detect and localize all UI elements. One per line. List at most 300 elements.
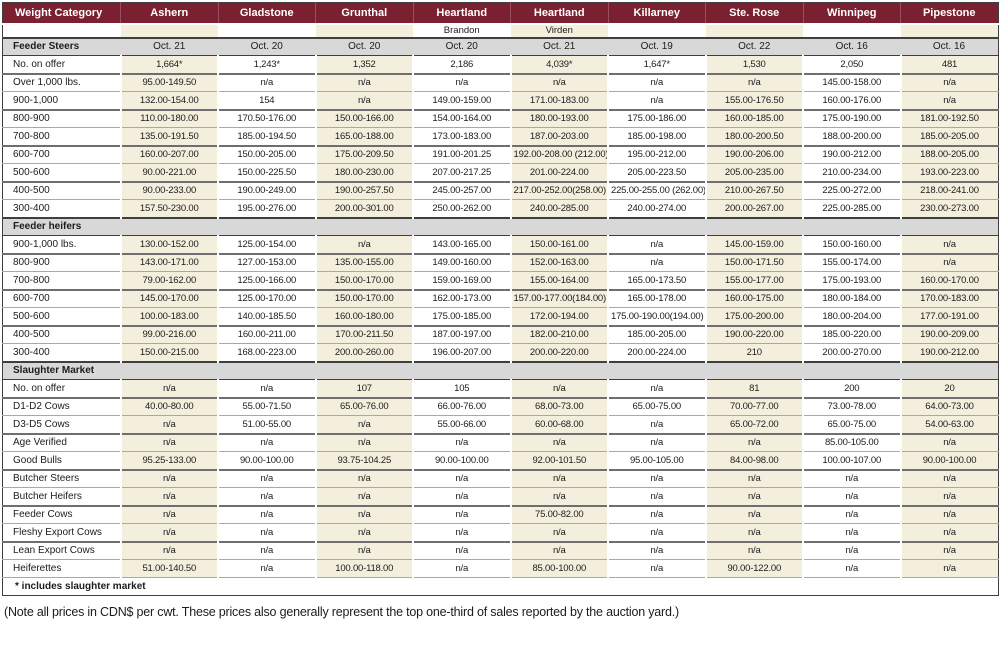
section-row-feeder-heifers bbox=[3, 218, 999, 236]
table-row-heiferettes bbox=[3, 560, 999, 578]
table-cell: 181.00-192.50 bbox=[901, 110, 999, 128]
table-row-age-verified bbox=[3, 434, 999, 452]
row-label: 900-1,000 bbox=[3, 92, 121, 110]
table-row-500-600 bbox=[3, 164, 999, 182]
table-cell: 195.00-276.00 bbox=[218, 200, 316, 218]
table-cell: 90.00-233.00 bbox=[121, 182, 219, 200]
table-cell: n/a bbox=[803, 524, 901, 542]
table-cell: 160.00-180.00 bbox=[316, 308, 414, 326]
table-cell: n/a bbox=[316, 506, 414, 524]
table-cell: n/a bbox=[316, 434, 414, 452]
table-cell: 165.00-188.00 bbox=[316, 128, 414, 146]
table-cell: n/a bbox=[413, 434, 511, 452]
column-sublabel-empty bbox=[3, 24, 121, 38]
table-cell: 210.00-234.00 bbox=[803, 164, 901, 182]
column-sublabel-empty bbox=[121, 24, 219, 38]
table-row-butcher-steers bbox=[3, 470, 999, 488]
section-date-empty bbox=[901, 362, 999, 380]
table-cell: 165.00-173.50 bbox=[608, 272, 706, 290]
table-cell: 127.00-153.00 bbox=[218, 254, 316, 272]
column-sublabel-empty bbox=[218, 24, 316, 38]
table-cell: 190.00-212.00 bbox=[803, 146, 901, 164]
table-cell: n/a bbox=[901, 542, 999, 560]
table-cell: 132.00-154.00 bbox=[121, 92, 219, 110]
table-cell: 95.00-105.00 bbox=[608, 452, 706, 470]
table-cell: n/a bbox=[706, 488, 804, 506]
table-cell: n/a bbox=[218, 74, 316, 92]
table-cell: n/a bbox=[413, 488, 511, 506]
table-cell: 185.00-198.00 bbox=[608, 128, 706, 146]
table-header bbox=[3, 3, 999, 38]
table-cell: 125.00-154.00 bbox=[218, 236, 316, 254]
table-row-900-1-000-lbs bbox=[3, 236, 999, 254]
table-cell: 162.00-173.00 bbox=[413, 290, 511, 308]
table-cell: n/a bbox=[121, 470, 219, 488]
table-row-400-500 bbox=[3, 182, 999, 200]
row-label: 800-900 bbox=[3, 254, 121, 272]
table-cell: 200.00-270.00 bbox=[803, 344, 901, 362]
column-sublabel-empty bbox=[608, 24, 706, 38]
section-date: Oct. 19 bbox=[608, 38, 706, 56]
table-row-feeder-cows bbox=[3, 506, 999, 524]
table-cell: n/a bbox=[608, 434, 706, 452]
table-cell: 2,050 bbox=[803, 56, 901, 74]
column-header-ste-rose: Ste. Rose bbox=[706, 3, 804, 24]
table-cell: 100.00-107.00 bbox=[803, 452, 901, 470]
table-cell: 150.00-171.50 bbox=[706, 254, 804, 272]
table-cell: 100.00-118.00 bbox=[316, 560, 414, 578]
price-note: (Note all prices in CDN$ per cwt. These prices also generally represent the top one-third of sales reported by the auction yard.) bbox=[4, 605, 680, 619]
section-date-empty bbox=[706, 362, 804, 380]
table-cell: n/a bbox=[218, 434, 316, 452]
table-cell: 51.00-140.50 bbox=[121, 560, 219, 578]
row-label: 800-900 bbox=[3, 110, 121, 128]
table-cell: n/a bbox=[316, 524, 414, 542]
column-header-heartland-virden: Heartland bbox=[511, 3, 609, 24]
table-cell: 200.00-224.00 bbox=[608, 344, 706, 362]
table-cell: 93.75-104.25 bbox=[316, 452, 414, 470]
row-label: Lean Export Cows bbox=[3, 542, 121, 560]
table-cell: 155.00-176.50 bbox=[706, 92, 804, 110]
table-cell: n/a bbox=[316, 488, 414, 506]
table-cell: 1,664* bbox=[121, 56, 219, 74]
table-cell: 85.00-100.00 bbox=[511, 560, 609, 578]
table-cell: 200.00-267.00 bbox=[706, 200, 804, 218]
table-cell: 201.00-224.00 bbox=[511, 164, 609, 182]
column-header-gladstone: Gladstone bbox=[218, 3, 316, 24]
table-cell: 105 bbox=[413, 380, 511, 398]
section-date-empty bbox=[511, 362, 609, 380]
section-title: Slaughter Market bbox=[3, 362, 121, 380]
table-cell: 200.00-260.00 bbox=[316, 344, 414, 362]
row-label: 300-400 bbox=[3, 200, 121, 218]
column-header-weight-category: Weight Category bbox=[3, 3, 121, 24]
table-cell: n/a bbox=[511, 470, 609, 488]
table-cell: 191.00-201.25 bbox=[413, 146, 511, 164]
table-cell: n/a bbox=[218, 470, 316, 488]
row-label: 600-700 bbox=[3, 290, 121, 308]
column-sublabel-virden: Virden bbox=[511, 24, 609, 38]
row-label: 600-700 bbox=[3, 146, 121, 164]
table-cell: 172.00-194.00 bbox=[511, 308, 609, 326]
table-cell: 160.00-176.00 bbox=[803, 92, 901, 110]
table-cell: 230.00-273.00 bbox=[901, 200, 999, 218]
table-cell: n/a bbox=[706, 470, 804, 488]
table-cell: 90.00-221.00 bbox=[121, 164, 219, 182]
table-cell: 225.00-285.00 bbox=[803, 200, 901, 218]
table-cell: n/a bbox=[121, 506, 219, 524]
table-cell: 185.00-205.00 bbox=[901, 128, 999, 146]
table-cell: 190.00-249.00 bbox=[218, 182, 316, 200]
table-cell: 190.00-206.00 bbox=[706, 146, 804, 164]
table-cell: 170.50-176.00 bbox=[218, 110, 316, 128]
table-row-lean-export-cows bbox=[3, 542, 999, 560]
table-cell: 150.00-161.00 bbox=[511, 236, 609, 254]
table-cell: 157.50-230.00 bbox=[121, 200, 219, 218]
table-cell: n/a bbox=[413, 470, 511, 488]
table-row-good-bulls bbox=[3, 452, 999, 470]
table-cell: n/a bbox=[803, 488, 901, 506]
table-cell: 155.00-164.00 bbox=[511, 272, 609, 290]
table-cell: 160.00-207.00 bbox=[121, 146, 219, 164]
table-cell: 55.00-66.00 bbox=[413, 416, 511, 434]
section-date-empty bbox=[316, 362, 414, 380]
footnote-row bbox=[3, 578, 999, 596]
table-row-700-800 bbox=[3, 128, 999, 146]
table-cell: 150.00-170.00 bbox=[316, 272, 414, 290]
table-cell: 187.00-197.00 bbox=[413, 326, 511, 344]
table-cell: 92.00-101.50 bbox=[511, 452, 609, 470]
section-date-empty bbox=[511, 218, 609, 236]
table-cell: 190.00-257.50 bbox=[316, 182, 414, 200]
row-label: 900-1,000 lbs. bbox=[3, 236, 121, 254]
table-cell: n/a bbox=[706, 542, 804, 560]
table-cell: 175.00-193.00 bbox=[803, 272, 901, 290]
table-cell: 185.00-205.00 bbox=[608, 326, 706, 344]
table-cell: n/a bbox=[316, 74, 414, 92]
table-cell: 55.00-71.50 bbox=[218, 398, 316, 416]
table-row-300-400 bbox=[3, 344, 999, 362]
row-label: 400-500 bbox=[3, 326, 121, 344]
table-cell: 173.00-183.00 bbox=[413, 128, 511, 146]
table-cell: n/a bbox=[901, 434, 999, 452]
table-cell: 185.00-220.00 bbox=[803, 326, 901, 344]
table-cell: n/a bbox=[803, 506, 901, 524]
table-cell: 190.00-209.00 bbox=[901, 326, 999, 344]
table-cell: n/a bbox=[511, 488, 609, 506]
table-cell: 192.00-208.00 (212.00) bbox=[511, 146, 609, 164]
table-cell: 66.00-76.00 bbox=[413, 398, 511, 416]
table-cell: n/a bbox=[316, 236, 414, 254]
table-cell: n/a bbox=[413, 542, 511, 560]
table-cell: 196.00-207.00 bbox=[413, 344, 511, 362]
table-cell: n/a bbox=[608, 488, 706, 506]
table-cell: 130.00-152.00 bbox=[121, 236, 219, 254]
table-row-600-700 bbox=[3, 290, 999, 308]
table-cell: 20 bbox=[901, 380, 999, 398]
section-date-empty bbox=[413, 362, 511, 380]
table-cell: 149.00-160.00 bbox=[413, 254, 511, 272]
section-date-empty bbox=[121, 218, 219, 236]
table-cell: 170.00-211.50 bbox=[316, 326, 414, 344]
table-cell: n/a bbox=[901, 488, 999, 506]
row-label: 500-600 bbox=[3, 164, 121, 182]
table-cell: 65.00-75.00 bbox=[803, 416, 901, 434]
section-date: Oct. 20 bbox=[413, 38, 511, 56]
table-cell: n/a bbox=[218, 542, 316, 560]
table-cell: 180.00-230.00 bbox=[316, 164, 414, 182]
table-cell: 225.00-272.00 bbox=[803, 182, 901, 200]
table-cell: 159.00-169.00 bbox=[413, 272, 511, 290]
table-cell: n/a bbox=[608, 92, 706, 110]
column-header-grunthal: Grunthal bbox=[316, 3, 414, 24]
row-label: 700-800 bbox=[3, 128, 121, 146]
table-cell: 143.00-171.00 bbox=[121, 254, 219, 272]
table-cell: n/a bbox=[218, 524, 316, 542]
table-cell: n/a bbox=[218, 488, 316, 506]
table-cell: n/a bbox=[608, 416, 706, 434]
table-cell: 200 bbox=[803, 380, 901, 398]
table-cell: 2,186 bbox=[413, 56, 511, 74]
row-label: Feeder Cows bbox=[3, 506, 121, 524]
table-cell: n/a bbox=[706, 524, 804, 542]
table-cell: 481 bbox=[901, 56, 999, 74]
table-cell: 150.00-225.50 bbox=[218, 164, 316, 182]
section-date: Oct. 21 bbox=[511, 38, 609, 56]
section-date-empty bbox=[413, 218, 511, 236]
section-date-empty bbox=[218, 362, 316, 380]
column-sublabel-empty bbox=[803, 24, 901, 38]
cattle-price-table bbox=[2, 2, 999, 596]
table-cell: n/a bbox=[901, 254, 999, 272]
row-label: No. on offer bbox=[3, 380, 121, 398]
table-cell: 65.00-72.00 bbox=[706, 416, 804, 434]
column-header-killarney: Killarney bbox=[608, 3, 706, 24]
table-cell: n/a bbox=[511, 74, 609, 92]
table-cell: 90.00-100.00 bbox=[218, 452, 316, 470]
column-sublabel-brandon: Brandon bbox=[413, 24, 511, 38]
row-label: 500-600 bbox=[3, 308, 121, 326]
table-cell: n/a bbox=[901, 524, 999, 542]
section-title: Feeder Steers bbox=[3, 38, 121, 56]
table-cell: n/a bbox=[803, 470, 901, 488]
table-cell: 195.00-212.00 bbox=[608, 146, 706, 164]
row-label: D3-D5 Cows bbox=[3, 416, 121, 434]
table-row-over-1-000-lbs bbox=[3, 74, 999, 92]
table-cell: 90.00-100.00 bbox=[901, 452, 999, 470]
table-cell: 240.00-274.00 bbox=[608, 200, 706, 218]
table-cell: 90.00-122.00 bbox=[706, 560, 804, 578]
row-label: 400-500 bbox=[3, 182, 121, 200]
section-date-empty bbox=[803, 362, 901, 380]
table-cell: 180.00-204.00 bbox=[803, 308, 901, 326]
table-cell: 157.00-177.00(184.00) bbox=[511, 290, 609, 308]
row-label: D1-D2 Cows bbox=[3, 398, 121, 416]
table-cell: n/a bbox=[511, 542, 609, 560]
table-cell: n/a bbox=[316, 542, 414, 560]
table-cell: n/a bbox=[608, 524, 706, 542]
section-title: Feeder heifers bbox=[3, 218, 121, 236]
table-cell: 175.00-200.00 bbox=[706, 308, 804, 326]
table-cell: 54.00-63.00 bbox=[901, 416, 999, 434]
table-cell: 95.25-133.00 bbox=[121, 452, 219, 470]
table-cell: 155.00-177.00 bbox=[706, 272, 804, 290]
table-cell: 110.00-180.00 bbox=[121, 110, 219, 128]
table-cell: 177.00-191.00 bbox=[901, 308, 999, 326]
table-cell: 180.00-200.50 bbox=[706, 128, 804, 146]
table-cell: 200.00-220.00 bbox=[511, 344, 609, 362]
table-cell: 175.00-186.00 bbox=[608, 110, 706, 128]
table-cell: n/a bbox=[121, 380, 219, 398]
table-cell: 205.00-223.50 bbox=[608, 164, 706, 182]
table-cell: n/a bbox=[608, 560, 706, 578]
table-cell: 160.00-175.00 bbox=[706, 290, 804, 308]
table-cell: 152.00-163.00 bbox=[511, 254, 609, 272]
table-cell: n/a bbox=[121, 434, 219, 452]
table-cell: n/a bbox=[413, 524, 511, 542]
section-date-empty bbox=[608, 362, 706, 380]
table-cell: n/a bbox=[511, 524, 609, 542]
table-cell: 210.00-267.50 bbox=[706, 182, 804, 200]
section-date: Oct. 16 bbox=[803, 38, 901, 56]
table-cell: 64.00-73.00 bbox=[901, 398, 999, 416]
table-cell: n/a bbox=[121, 542, 219, 560]
section-date: Oct. 22 bbox=[706, 38, 804, 56]
table-cell: 175.00-190.00 bbox=[803, 110, 901, 128]
column-sublabel-empty bbox=[706, 24, 804, 38]
column-sublabel-empty bbox=[901, 24, 999, 38]
table-row-no-on-offer bbox=[3, 56, 999, 74]
column-sublabel-empty bbox=[316, 24, 414, 38]
table-cell: 40.00-80.00 bbox=[121, 398, 219, 416]
table-cell: n/a bbox=[608, 506, 706, 524]
table-cell: 107 bbox=[316, 380, 414, 398]
row-label: Fleshy Export Cows bbox=[3, 524, 121, 542]
table-cell: n/a bbox=[608, 236, 706, 254]
table-cell: n/a bbox=[901, 506, 999, 524]
table-cell: n/a bbox=[803, 542, 901, 560]
table-cell: 99.00-216.00 bbox=[121, 326, 219, 344]
table-row-butcher-heifers bbox=[3, 488, 999, 506]
table-cell: 65.00-75.00 bbox=[608, 398, 706, 416]
table-cell: 81 bbox=[706, 380, 804, 398]
table-cell: 79.00-162.00 bbox=[121, 272, 219, 290]
table-cell: 51.00-55.00 bbox=[218, 416, 316, 434]
table-cell: n/a bbox=[316, 416, 414, 434]
table-cell: 149.00-159.00 bbox=[413, 92, 511, 110]
table-row-d1-d2-cows bbox=[3, 398, 999, 416]
table-cell: n/a bbox=[121, 524, 219, 542]
table-cell: n/a bbox=[511, 434, 609, 452]
table-cell: n/a bbox=[218, 380, 316, 398]
table-cell: 190.00-212.00 bbox=[901, 344, 999, 362]
table-cell: 145.00-170.00 bbox=[121, 290, 219, 308]
table-cell: 143.00-165.00 bbox=[413, 236, 511, 254]
table-row-500-600 bbox=[3, 308, 999, 326]
table-cell: 180.00-184.00 bbox=[803, 290, 901, 308]
table-row-800-900 bbox=[3, 254, 999, 272]
table-cell: n/a bbox=[901, 236, 999, 254]
table-body bbox=[3, 38, 999, 596]
row-label: Good Bulls bbox=[3, 452, 121, 470]
table-cell: 250.00-262.00 bbox=[413, 200, 511, 218]
table-cell: 145.00-158.00 bbox=[803, 74, 901, 92]
table-cell: 175.00-209.50 bbox=[316, 146, 414, 164]
table-cell: n/a bbox=[121, 416, 219, 434]
table-row-no-on-offer bbox=[3, 380, 999, 398]
row-label: 300-400 bbox=[3, 344, 121, 362]
table-cell: 1,530 bbox=[706, 56, 804, 74]
column-header-heartland-brandon: Heartland bbox=[413, 3, 511, 24]
table-cell: n/a bbox=[608, 470, 706, 488]
table-cell: 165.00-178.00 bbox=[608, 290, 706, 308]
table-cell: n/a bbox=[218, 506, 316, 524]
table-cell: 175.00-185.00 bbox=[413, 308, 511, 326]
table-cell: 100.00-183.00 bbox=[121, 308, 219, 326]
row-label: Age Verified bbox=[3, 434, 121, 452]
table-cell: n/a bbox=[316, 470, 414, 488]
table-cell: 4,039* bbox=[511, 56, 609, 74]
table-cell: n/a bbox=[316, 92, 414, 110]
table-row-fleshy-export-cows bbox=[3, 524, 999, 542]
row-label: Heiferettes bbox=[3, 560, 121, 578]
table-cell: n/a bbox=[121, 488, 219, 506]
table-cell: n/a bbox=[511, 380, 609, 398]
table-cell: 70.00-77.00 bbox=[706, 398, 804, 416]
column-header-pipestone: Pipestone bbox=[901, 3, 999, 24]
table-cell: 135.00-191.50 bbox=[121, 128, 219, 146]
table-cell: 160.00-170.00 bbox=[901, 272, 999, 290]
table-cell: 240.00-285.00 bbox=[511, 200, 609, 218]
table-cell: 154 bbox=[218, 92, 316, 110]
table-row-700-800 bbox=[3, 272, 999, 290]
section-date-empty bbox=[316, 218, 414, 236]
row-label: Over 1,000 lbs. bbox=[3, 74, 121, 92]
table-cell: 245.00-257.00 bbox=[413, 182, 511, 200]
table-cell: 75.00-82.00 bbox=[511, 506, 609, 524]
table-cell: 150.00-205.00 bbox=[218, 146, 316, 164]
table-cell: 84.00-98.00 bbox=[706, 452, 804, 470]
table-row-800-900 bbox=[3, 110, 999, 128]
row-label: 700-800 bbox=[3, 272, 121, 290]
section-date-empty bbox=[121, 362, 219, 380]
table-cell: 145.00-159.00 bbox=[706, 236, 804, 254]
table-row-300-400 bbox=[3, 200, 999, 218]
table-cell: 187.00-203.00 bbox=[511, 128, 609, 146]
table-cell: 190.00-220.00 bbox=[706, 326, 804, 344]
column-header-winnipeg: Winnipeg bbox=[803, 3, 901, 24]
table-cell: 154.00-164.00 bbox=[413, 110, 511, 128]
section-date-empty bbox=[706, 218, 804, 236]
column-header-ashern: Ashern bbox=[121, 3, 219, 24]
table-cell: n/a bbox=[608, 380, 706, 398]
table-cell: 217.00-252.00(258.00) bbox=[511, 182, 609, 200]
table-cell: 125.00-166.00 bbox=[218, 272, 316, 290]
table-row-900-1-000 bbox=[3, 92, 999, 110]
table-cell: 225.00-255.00 (262.00) bbox=[608, 182, 706, 200]
table-cell: 150.00-160.00 bbox=[803, 236, 901, 254]
table-cell: 160.00-211.00 bbox=[218, 326, 316, 344]
table-cell: 193.00-223.00 bbox=[901, 164, 999, 182]
table-cell: 171.00-183.00 bbox=[511, 92, 609, 110]
table-cell: 175.00-190.00(194.00) bbox=[608, 308, 706, 326]
table-cell: 168.00-223.00 bbox=[218, 344, 316, 362]
row-label: No. on offer bbox=[3, 56, 121, 74]
table-cell: 140.00-185.50 bbox=[218, 308, 316, 326]
section-date: Oct. 20 bbox=[316, 38, 414, 56]
table-cell: 65.00-76.00 bbox=[316, 398, 414, 416]
section-date-empty bbox=[901, 218, 999, 236]
